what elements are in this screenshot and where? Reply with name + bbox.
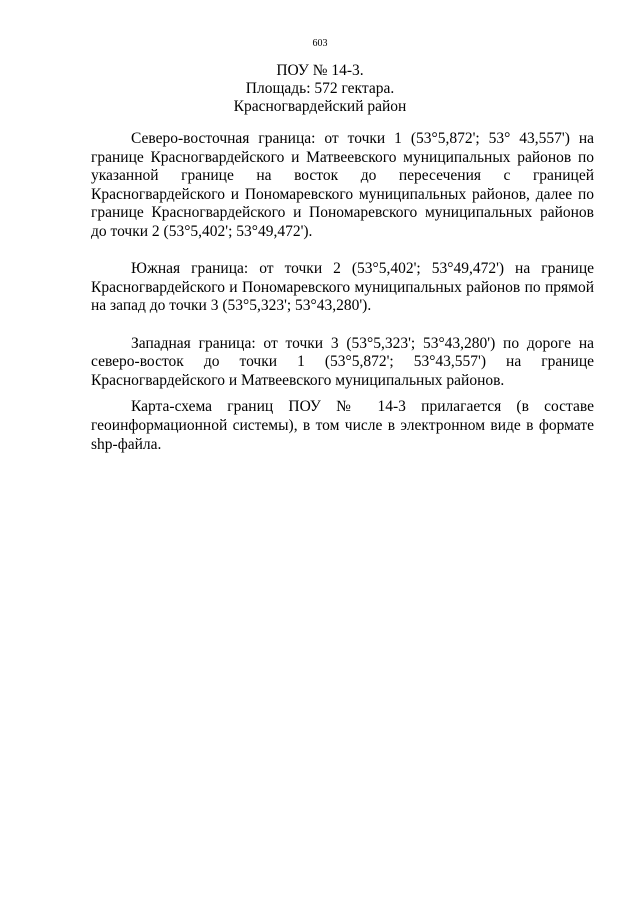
document-body (91, 130, 594, 454)
page-number: 603 (312, 38, 328, 49)
heading-district: Красногвардейский район (233, 98, 407, 115)
heading-area: Площадь: 572 гектара. (245, 80, 395, 97)
paragraph-south-border: Южная граница: от точки 2 (53°5,402'; 53°49,472') на границе Красногвардейского и Пономаревского муниципальных районов по прямой на запад до точки 3 (53°5,323'; 53°43,280'). (91, 260, 594, 315)
heading-title: ПОУ № 14-3. (276, 62, 364, 79)
paragraph-northeast-border: Северо-восточная граница: от точки 1 (53°5,872'; 53° 43,557') на границе Красногвардейского и Матвеевского муниципальных районов по указанной границе на восток до пересечения с границей Красногвардейского и Пономаревского муниципальных районов, далее по границе Красногвардейского и Пономаревского муниципальных районов до точки 2 (53°5,402'; 53°49,472'). (91, 130, 594, 240)
paragraph-map-scheme: Карта-схема границ ПОУ № 14-3 прилагается (в составе геоинформационной системы), в том числе в электронном виде в формате shp-файла. (91, 398, 594, 453)
document-heading (0, 62, 640, 116)
paragraph-west-border: Западная граница: от точки 3 (53°5,323'; 53°43,280') по дороге на северо-восток до точки 1 (53°5,872'; 53°43,557') на границе Красногвардейского и Матвеевского муниципальных районов. (91, 334, 594, 389)
